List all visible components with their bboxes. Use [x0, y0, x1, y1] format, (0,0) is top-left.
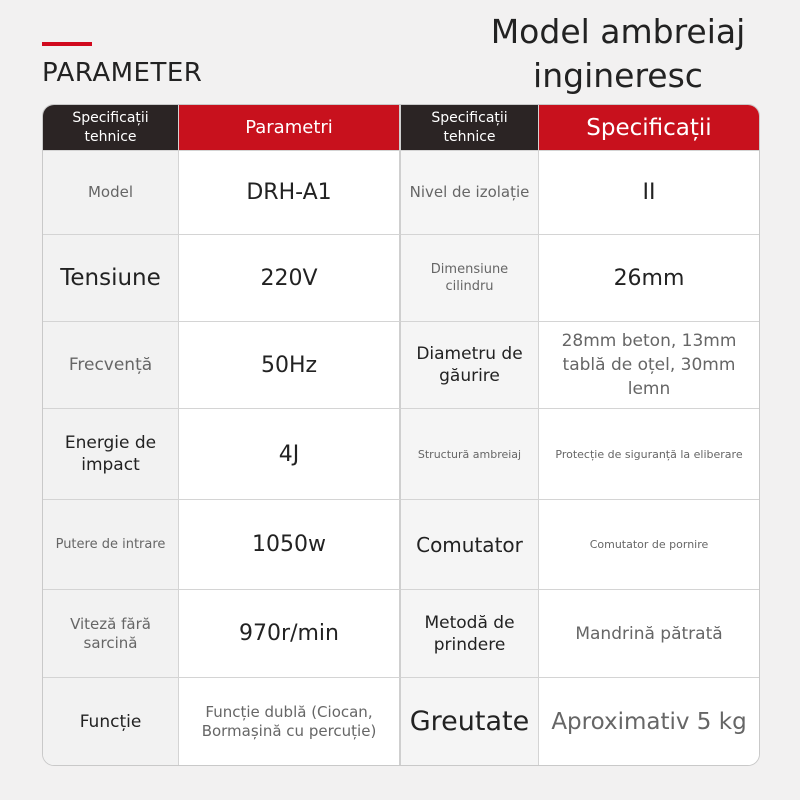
- row-label-no-load-speed: Viteză fără sarcină: [43, 590, 179, 678]
- header-parameters: Parametri: [179, 105, 401, 151]
- row-value-impact-energy: 4J: [179, 409, 401, 500]
- row-value-insulation: II: [539, 151, 759, 235]
- row-label-impact-energy: Energie de impact: [43, 409, 179, 500]
- section-label: PARAMETER: [42, 58, 203, 88]
- row-value-clamping-method: Mandrină pătrată: [539, 590, 759, 678]
- row-label-switch: Comutator: [401, 500, 539, 590]
- header-spec-right: Specificații tehnice: [401, 105, 539, 151]
- row-value-frequency: 50Hz: [179, 322, 401, 409]
- row-value-input-power: 1050w: [179, 500, 401, 590]
- row-value-no-load-speed: 970r/min: [179, 590, 401, 678]
- row-value-cylinder: 26mm: [539, 235, 759, 322]
- row-label-voltage: Tensiune: [43, 235, 179, 322]
- row-value-function: Funcție dublă (Ciocan, Bormașină cu percuție): [179, 678, 401, 765]
- row-label-cylinder: Dimensiune cilindru: [401, 235, 539, 322]
- page-title: Model ambreiaj ingineresc: [490, 12, 746, 95]
- row-label-drilling-diameter: Diametru de găurire: [401, 322, 539, 409]
- header-spec-left: Specificații tehnice: [43, 105, 179, 151]
- row-label-clamping-method: Metodă de prindere: [401, 590, 539, 678]
- row-value-weight: Aproximativ 5 kg: [539, 678, 759, 765]
- row-value-drilling-diameter: 28mm beton, 13mm tablă de oțel, 30mm lemn: [539, 322, 759, 409]
- row-value-clutch-structure: Protecție de siguranță la eliberare: [539, 409, 759, 500]
- row-label-weight: Greutate: [401, 678, 539, 765]
- row-label-input-power: Putere de intrare: [43, 500, 179, 590]
- row-value-voltage: 220V: [179, 235, 401, 322]
- row-label-insulation: Nivel de izolație: [401, 151, 539, 235]
- spec-table: [42, 104, 760, 766]
- row-label-frequency: Frecvență: [43, 322, 179, 409]
- row-label-clutch-structure: Structură ambreiaj: [401, 409, 539, 500]
- header-specifications: Specificații: [539, 105, 759, 151]
- accent-bar: [42, 42, 92, 46]
- row-value-switch: Comutator de pornire: [539, 500, 759, 590]
- row-label-model: Model: [43, 151, 179, 235]
- row-value-model: DRH-A1: [179, 151, 401, 235]
- row-label-function: Funcție: [43, 678, 179, 765]
